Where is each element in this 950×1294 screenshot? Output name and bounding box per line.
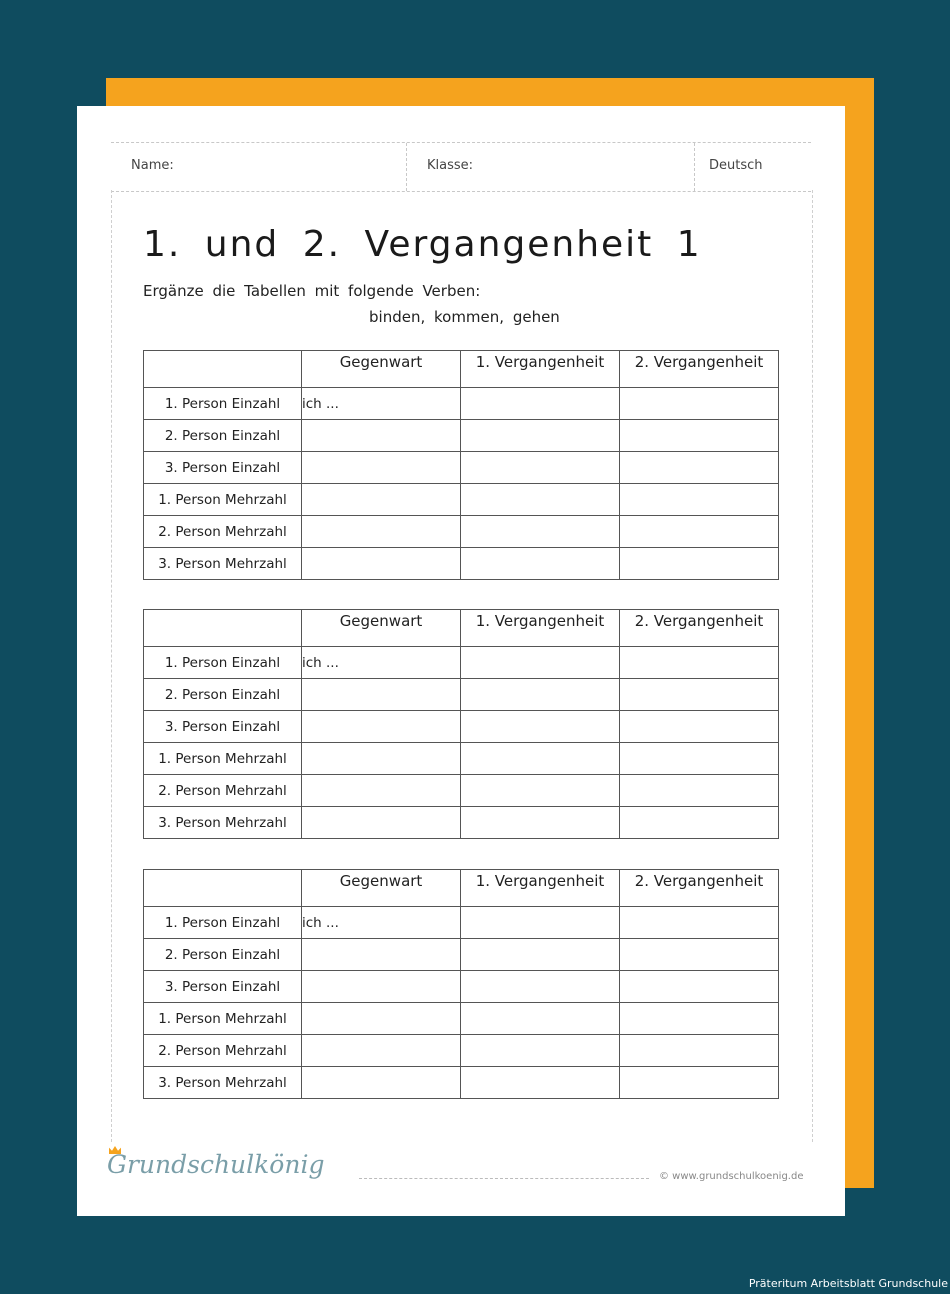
answer-cell[interactable] [620,647,779,679]
row-label: 2. Person Einzahl [144,679,302,711]
table-header-row [144,870,779,907]
table-header-row [144,610,779,647]
name-field [111,143,407,191]
worksheet-page [77,106,845,1216]
row-label: 2. Person Einzahl [144,939,302,971]
worksheet-title: 1. und 2. Vergangenheit 1 [143,224,702,265]
header-past-1: 1. Vergangenheit [461,610,620,647]
answer-cell[interactable] [461,743,620,775]
row-label: 2. Person Mehrzahl [144,516,302,548]
row-label: 1. Person Mehrzahl [144,1003,302,1035]
answer-cell[interactable] [461,420,620,452]
answer-cell[interactable] [461,807,620,839]
answer-cell[interactable] [620,484,779,516]
answer-cell[interactable] [461,388,620,420]
row-label: 3. Person Mehrzahl [144,807,302,839]
row-label: 2. Person Mehrzahl [144,1035,302,1067]
table-row [144,548,779,580]
answer-cell[interactable] [620,1035,779,1067]
answer-cell[interactable]: ich ... [302,388,461,420]
answer-cell[interactable] [620,679,779,711]
answer-cell[interactable] [302,775,461,807]
copyright-text: © www.grundschulkoenig.de [659,1171,804,1182]
row-label: 2. Person Mehrzahl [144,775,302,807]
row-label: 1. Person Einzahl [144,907,302,939]
header-past-2: 2. Vergangenheit [620,610,779,647]
row-label: 3. Person Einzahl [144,711,302,743]
answer-cell[interactable] [461,1003,620,1035]
table-row [144,775,779,807]
answer-cell[interactable] [461,679,620,711]
worksheet-header [111,142,811,192]
header-past-2: 2. Vergangenheit [620,870,779,907]
table-row [144,484,779,516]
answer-cell[interactable] [302,548,461,580]
answer-cell[interactable] [620,420,779,452]
answer-cell[interactable] [461,484,620,516]
subject-label: Deutsch [709,158,763,173]
table-corner-cell [144,610,302,647]
table-row [144,907,779,939]
answer-cell[interactable] [620,971,779,1003]
row-label: 2. Person Einzahl [144,420,302,452]
header-present: Gegenwart [302,870,461,907]
answer-cell[interactable] [620,388,779,420]
table-row [144,516,779,548]
tense-table-2 [143,609,779,839]
table-corner-cell [144,351,302,388]
answer-cell[interactable] [302,971,461,1003]
table-row [144,1067,779,1099]
answer-cell[interactable] [620,807,779,839]
answer-cell[interactable] [620,939,779,971]
answer-cell[interactable] [302,807,461,839]
answer-cell[interactable] [461,775,620,807]
table-row [144,1035,779,1067]
answer-cell[interactable] [302,1003,461,1035]
tense-table-1 [143,350,779,580]
verb-list: binden, kommen, gehen [369,308,560,326]
answer-cell[interactable] [302,711,461,743]
answer-cell[interactable] [302,452,461,484]
subject-field [695,143,811,191]
row-label: 3. Person Einzahl [144,971,302,1003]
answer-cell[interactable] [620,743,779,775]
answer-cell[interactable] [620,452,779,484]
row-label: 1. Person Mehrzahl [144,484,302,516]
answer-cell[interactable] [302,420,461,452]
header-present: Gegenwart [302,351,461,388]
answer-cell[interactable] [461,452,620,484]
row-label: 1. Person Mehrzahl [144,743,302,775]
table-row [144,1003,779,1035]
table-corner-cell [144,870,302,907]
class-label: Klasse: [427,158,474,173]
answer-cell[interactable] [620,548,779,580]
answer-cell[interactable] [302,516,461,548]
answer-cell[interactable] [620,1003,779,1035]
answer-cell[interactable] [461,516,620,548]
table-row [144,420,779,452]
row-label: 1. Person Einzahl [144,388,302,420]
tense-table-3 [143,869,779,1099]
answer-cell[interactable] [620,775,779,807]
header-present: Gegenwart [302,610,461,647]
table-row [144,647,779,679]
table-row [144,679,779,711]
answer-cell[interactable] [461,647,620,679]
header-past-1: 1. Vergangenheit [461,351,620,388]
answer-cell[interactable] [620,1067,779,1099]
table-row [144,743,779,775]
answer-cell[interactable] [461,1035,620,1067]
answer-cell[interactable] [461,1067,620,1099]
row-label: 3. Person Einzahl [144,452,302,484]
answer-cell[interactable] [620,516,779,548]
answer-cell[interactable] [461,548,620,580]
row-label: 1. Person Einzahl [144,647,302,679]
table-row [144,452,779,484]
answer-cell[interactable] [302,679,461,711]
class-field [407,143,695,191]
answer-cell[interactable] [302,939,461,971]
table-row [144,711,779,743]
image-caption-watermark: Präteritum Arbeitsblatt Grundschule [748,1277,948,1290]
answer-cell[interactable] [461,907,620,939]
table-row [144,388,779,420]
answer-cell[interactable] [302,1067,461,1099]
answer-cell[interactable] [302,743,461,775]
answer-cell[interactable] [302,484,461,516]
footer-divider [359,1178,649,1179]
table-row [144,939,779,971]
answer-cell[interactable]: ich ... [302,907,461,939]
instruction-text: Ergänze die Tabellen mit folgende Verben: [143,282,481,300]
table-row [144,807,779,839]
brand-logo: Grundschulkönig [107,1150,325,1179]
answer-cell[interactable] [302,1035,461,1067]
answer-cell[interactable] [620,907,779,939]
header-past-2: 2. Vergangenheit [620,351,779,388]
name-label: Name: [131,158,174,173]
answer-cell[interactable]: ich ... [302,647,461,679]
table-header-row [144,351,779,388]
header-past-1: 1. Vergangenheit [461,870,620,907]
row-label: 3. Person Mehrzahl [144,548,302,580]
row-label: 3. Person Mehrzahl [144,1067,302,1099]
answer-cell[interactable] [461,939,620,971]
answer-cell[interactable] [461,971,620,1003]
table-row [144,971,779,1003]
answer-cell[interactable] [461,711,620,743]
answer-cell[interactable] [620,711,779,743]
